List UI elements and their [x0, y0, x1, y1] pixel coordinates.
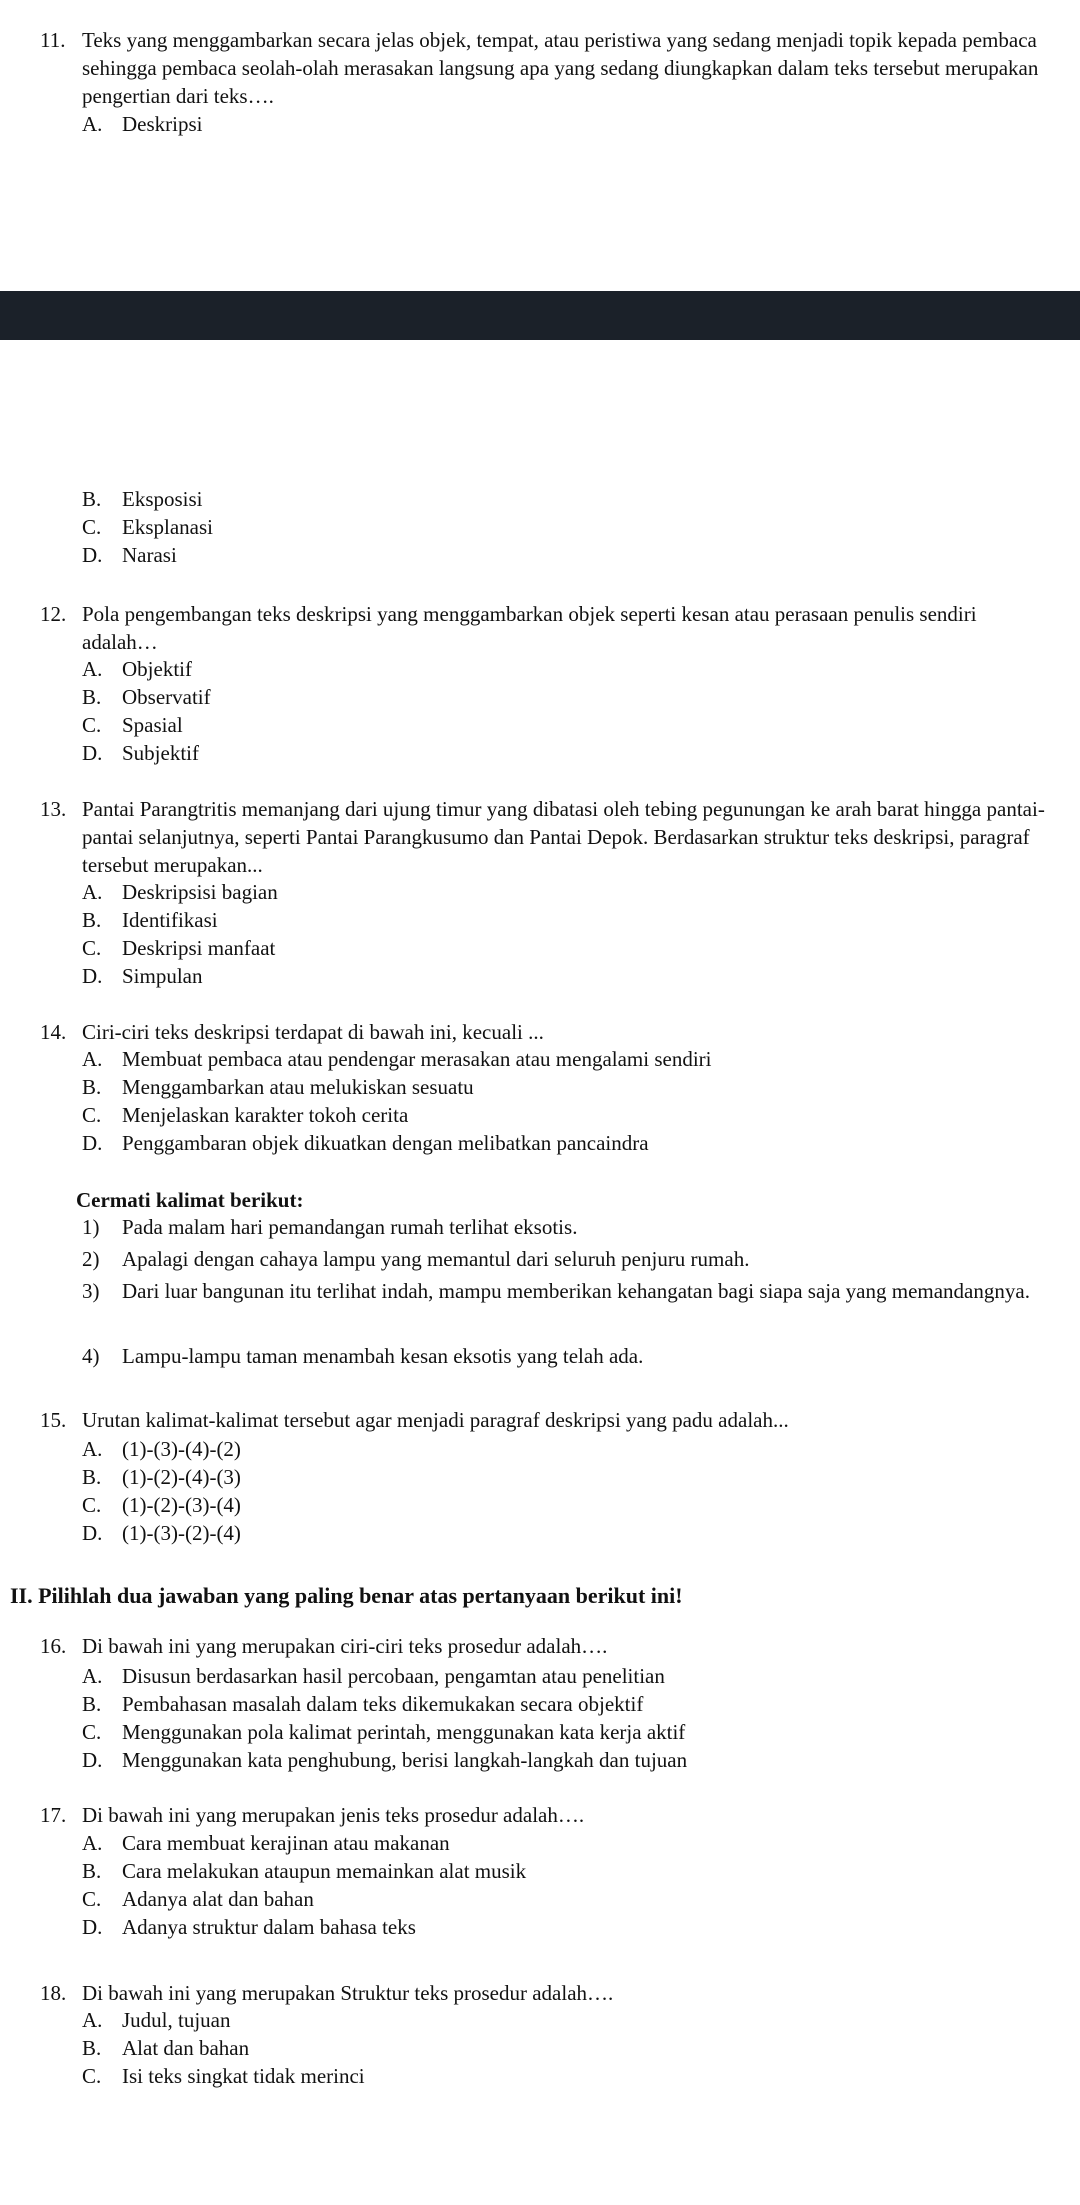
option-letter: A.: [82, 880, 103, 904]
question-text: Urutan kalimat-kalimat tersebut agar menjadi paragraf deskripsi yang padu adalah...: [82, 1408, 789, 1432]
option-letter: C.: [82, 2064, 102, 2088]
option-text: (1)-(2)-(4)-(3): [122, 1465, 241, 1489]
option-13-c: [82, 934, 275, 962]
statement-number: 1): [82, 1215, 100, 1239]
option-letter: D.: [82, 543, 103, 567]
question-14: [40, 1018, 1050, 1046]
option-18-b: [82, 2034, 249, 2062]
option-16-c: [82, 1718, 685, 1746]
option-text: Membuat pembaca atau pendengar merasakan atau mengalami sendiri: [122, 1047, 712, 1071]
question-number: 11.: [40, 28, 66, 52]
option-16-d: [82, 1746, 687, 1774]
statement-text: Pada malam hari pemandangan rumah terlihat eksotis.: [122, 1215, 578, 1239]
statement-number: 3): [82, 1279, 100, 1303]
option-17-c: [82, 1885, 314, 1913]
cermati-heading: Cermati kalimat berikut:: [76, 1188, 304, 1212]
option-letter: D.: [82, 1131, 103, 1155]
option-11-d: [82, 541, 177, 569]
option-letter: A.: [82, 1437, 103, 1461]
option-text: Isi teks singkat tidak merinci: [122, 2064, 365, 2088]
option-text: (1)-(3)-(2)-(4): [122, 1521, 241, 1545]
question-number: 14.: [40, 1020, 67, 1044]
option-15-a: [82, 1435, 241, 1463]
option-13-a: [82, 878, 278, 906]
option-16-b: [82, 1690, 643, 1718]
option-letter: C.: [82, 515, 102, 539]
option-14-c: [82, 1101, 408, 1129]
option-letter: B.: [82, 1075, 102, 1099]
option-letter: C.: [82, 936, 102, 960]
option-letter: B.: [82, 487, 102, 511]
statement-4: [82, 1340, 1042, 1373]
option-text: Cara membuat kerajinan atau makanan: [122, 1831, 450, 1855]
option-letter: C.: [82, 1493, 102, 1517]
question-text: Di bawah ini yang merupakan Struktur teks prosedur adalah….: [82, 1981, 614, 2005]
option-13-b: [82, 906, 218, 934]
option-text: Deskripsisi bagian: [122, 880, 278, 904]
question-text: Di bawah ini yang merupakan ciri-ciri teks prosedur adalah….: [82, 1634, 608, 1658]
option-text: Eksposisi: [122, 487, 203, 511]
option-text: Spasial: [122, 713, 183, 737]
question-13: [40, 795, 1050, 879]
section-2-heading: II. Pilihlah dua jawaban yang paling benar atas pertanyaan berikut ini!: [10, 1583, 683, 1608]
option-17-a: [82, 1829, 450, 1857]
statement-text: Dari luar bangunan itu terlihat indah, mampu memberikan kehangatan bagi siapa saja yang memandangnya.: [122, 1279, 1030, 1303]
statement-3: [82, 1275, 1042, 1308]
option-letter: A.: [82, 1831, 103, 1855]
option-text: Eksplanasi: [122, 515, 213, 539]
option-12-c: [82, 711, 183, 739]
option-17-d: [82, 1913, 416, 1941]
option-letter: B.: [82, 2036, 102, 2060]
option-letter: B.: [82, 908, 102, 932]
option-letter: C.: [82, 1887, 102, 1911]
option-text: (1)-(3)-(4)-(2): [122, 1437, 241, 1461]
option-15-d: [82, 1519, 241, 1547]
question-number: 12.: [40, 602, 67, 626]
question-number: 15.: [40, 1408, 67, 1432]
question-number: 18.: [40, 1981, 67, 2005]
option-text: Deskripsi: [122, 112, 203, 136]
option-letter: C.: [82, 1720, 102, 1744]
statement-number: 2): [82, 1247, 100, 1271]
question-number: 16.: [40, 1634, 67, 1658]
option-letter: D.: [82, 964, 103, 988]
option-letter: C.: [82, 713, 102, 737]
option-letter: A.: [82, 1047, 103, 1071]
option-letter: A.: [82, 2008, 103, 2032]
option-text: Simpulan: [122, 964, 203, 988]
question-text: Pantai Parangtritis memanjang dari ujung timur yang dibatasi oleh tebing pegunungan ke arah barat hingga pantai-pantai selanjutnya, seperti Pantai Parangkusumo dan Pantai Depok. Berdasarkan struktur teks deskripsi, paragraf tersebut merupakan...: [82, 797, 1045, 877]
option-letter: D.: [82, 1748, 103, 1772]
option-letter: B.: [82, 1859, 102, 1883]
option-text: Menjelaskan karakter tokoh cerita: [122, 1103, 409, 1127]
dark-overlay-bar: [0, 291, 1080, 340]
question-text: Ciri-ciri teks deskripsi terdapat di bawah ini, kecuali ...: [82, 1020, 544, 1044]
option-13-d: [82, 962, 203, 990]
option-letter: D.: [82, 741, 103, 765]
statement-number: 4): [82, 1344, 100, 1368]
option-text: Cara melakukan ataupun memainkan alat musik: [122, 1859, 527, 1883]
option-letter: A.: [82, 657, 103, 681]
option-text: Pembahasan masalah dalam teks dikemukakan secara objektif: [122, 1692, 644, 1716]
option-text: (1)-(2)-(3)-(4): [122, 1493, 241, 1517]
option-text: Adanya alat dan bahan: [122, 1887, 314, 1911]
option-letter: A.: [82, 1664, 103, 1688]
option-11-a: [82, 110, 203, 138]
option-text: Subjektif: [122, 741, 199, 765]
option-text: Objektif: [122, 657, 192, 681]
question-number: 17.: [40, 1803, 67, 1827]
option-14-a: [82, 1045, 712, 1073]
option-11-b: [82, 485, 203, 513]
option-12-d: [82, 739, 199, 767]
option-text: Observatif: [122, 685, 211, 709]
option-letter: B.: [82, 1465, 102, 1489]
option-text: Narasi: [122, 543, 177, 567]
option-12-b: [82, 683, 211, 711]
question-text: Pola pengembangan teks deskripsi yang menggambarkan objek seperti kesan atau perasaan penulis sendiri adalah…: [82, 602, 977, 654]
option-text: Alat dan bahan: [122, 2036, 250, 2060]
option-11-c: [82, 513, 213, 541]
question-number: 13.: [40, 797, 67, 821]
option-text: Judul, tujuan: [122, 2008, 231, 2032]
option-14-b: [82, 1073, 474, 1101]
option-text: Adanya struktur dalam bahasa teks: [122, 1915, 416, 1939]
statement-text: Apalagi dengan cahaya lampu yang memantul dari seluruh penjuru rumah.: [122, 1247, 750, 1271]
question-11: [40, 26, 1050, 110]
option-15-b: [82, 1463, 241, 1491]
option-letter: D.: [82, 1915, 103, 1939]
question-text: Di bawah ini yang merupakan jenis teks prosedur adalah….: [82, 1803, 585, 1827]
question-17: [40, 1801, 1050, 1829]
option-text: Identifikasi: [122, 908, 218, 932]
option-18-a: [82, 2006, 231, 2034]
option-text: Deskripsi manfaat: [122, 936, 276, 960]
option-17-b: [82, 1857, 526, 1885]
option-15-c: [82, 1491, 241, 1519]
option-letter: B.: [82, 1692, 102, 1716]
option-16-a: [82, 1662, 665, 1690]
question-text: Teks yang menggambarkan secara jelas objek, tempat, atau peristiwa yang sedang menjadi topik kepada pembaca sehingga pembaca seolah-olah merasakan langsung apa yang sedang diungkapkan dalam teks tersebut merupakan pengertian dari teks….: [82, 28, 1039, 108]
option-letter: B.: [82, 685, 102, 709]
statement-2: [82, 1243, 1042, 1276]
option-14-d: [82, 1129, 649, 1157]
statement-text: Lampu-lampu taman menambah kesan eksotis yang telah ada.: [122, 1344, 644, 1368]
option-text: Disusun berdasarkan hasil percobaan, pengamtan atau penelitian: [122, 1664, 665, 1688]
question-15: [40, 1406, 1050, 1434]
option-18-c: [82, 2062, 365, 2090]
option-text: Penggambaran objek dikuatkan dengan melibatkan pancaindra: [122, 1131, 649, 1155]
question-12: [40, 600, 1050, 656]
option-letter: D.: [82, 1521, 103, 1545]
option-text: Menggunakan pola kalimat perintah, menggunakan kata kerja aktif: [122, 1720, 686, 1744]
option-text: Menggunakan kata penghubung, berisi langkah-langkah dan tujuan: [122, 1748, 688, 1772]
option-letter: A.: [82, 112, 103, 136]
question-18: [40, 1979, 1050, 2007]
option-letter: C.: [82, 1103, 102, 1127]
question-16: [40, 1632, 1050, 1660]
statement-1: [82, 1211, 1042, 1244]
option-12-a: [82, 655, 192, 683]
option-text: Menggambarkan atau melukiskan sesuatu: [122, 1075, 474, 1099]
